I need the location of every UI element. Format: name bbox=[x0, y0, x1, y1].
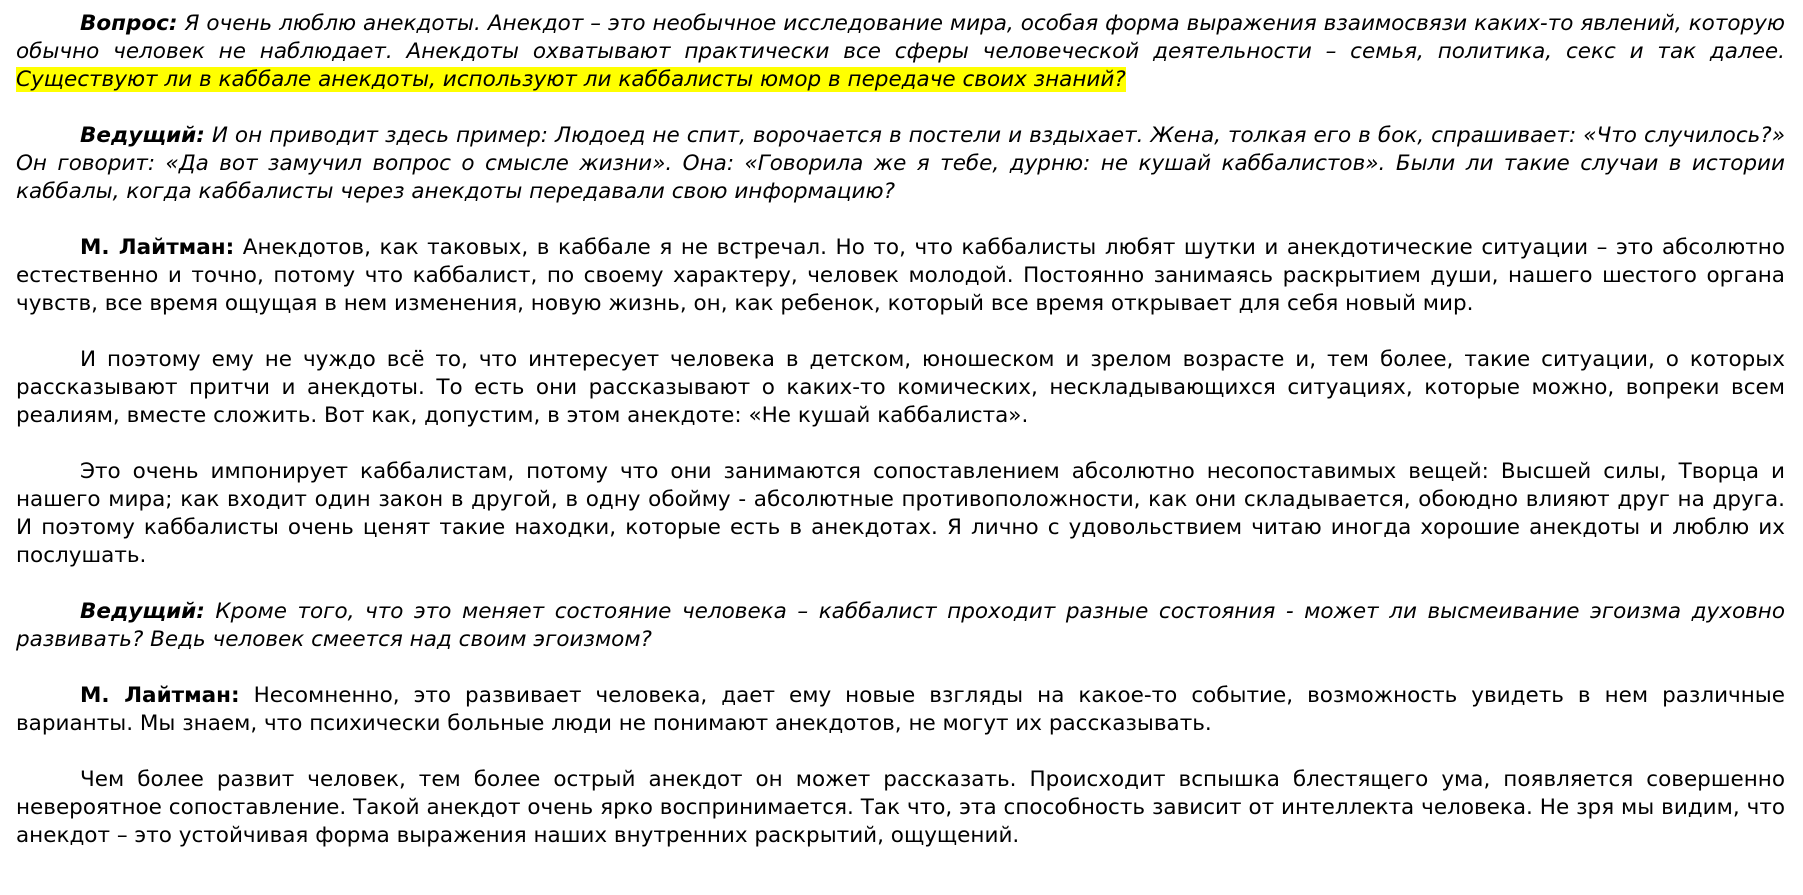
paragraph-laitman-1 bbox=[16, 234, 1785, 318]
paragraph-text: И он приводит здесь пример: Людоед не спит, ворочается в постели и вздыхает. Жена, толкая его в бок, спрашивает: «Что случилось?» Он говорит: «Да вот замучил вопрос о смысле жизни». Она: «Говорила же я тебе, дурню: не кушай каббалистов». Были ли такие случаи в истории каббалы, когда каббалисты через анекдоты передавали свою информацию? bbox=[16, 123, 1785, 204]
speaker-label: Вопрос: bbox=[80, 11, 178, 36]
paragraph-question bbox=[16, 10, 1785, 94]
paragraph-laitman-4 bbox=[16, 682, 1785, 738]
paragraph-text: Несомненно, это развивает человека, дает ему новые взгляды на какое-то событие, возможность увидеть в нем различные варианты. Мы знаем, что психически больные люди не понимают анекдотов, не могут их рассказывать. bbox=[16, 683, 1786, 736]
paragraph-text: Чем более развит человек, тем более острый анекдот он может рассказать. Происходит вспышка блестящего ума, появляется совершенно невероятное сопоставление. Такой анекдот очень ярко воспринимается. Так что, эта способность зависит от интеллекта человека. Не зря мы видим, что анекдот – это устойчивая форма выражения наших внутренних раскрытий, ощущений. bbox=[16, 767, 1785, 848]
highlighted-text: Существуют ли в каббале анекдоты, используют ли каббалисты юмор в передаче своих знаний? bbox=[16, 67, 1126, 92]
paragraph-host-1 bbox=[16, 122, 1785, 206]
paragraph-text: Анекдотов, как таковых, в каббале я не встречал. Но то, что каббалисты любят шутки и анекдотические ситуации – это абсолютно естественно и точно, потому что каббалист, по своему характеру, человек молодой. Постоянно занимаясь раскрытием души, нашего шестого органа чувств, все время ощущая в нем изменения, новую жизнь, он, как ребенок, который все время открывает для себя новый мир. bbox=[16, 235, 1785, 316]
speaker-label: М. Лайтман: bbox=[80, 235, 235, 260]
paragraph-laitman-2 bbox=[16, 346, 1785, 430]
speaker-label: М. Лайтман: bbox=[80, 683, 240, 708]
paragraph-text: Я очень люблю анекдоты. Анекдот – это необычное исследование мира, особая форма выражения взаимосвязи каких-то явлений, которую обычно человек не наблюдает. Анекдоты охватывают практически все сферы человеческой деятельности – семья, политика, секс и так далее. bbox=[16, 11, 1785, 64]
paragraph-host-2 bbox=[16, 598, 1785, 654]
speaker-label: Ведущий: bbox=[80, 123, 205, 148]
paragraph-text: Кроме того, что это меняет состояние человека – каббалист проходит разные состояния - может ли высмеивание эгоизма духовно развивать? Ведь человек смеется над своим эгоизмом? bbox=[16, 599, 1785, 652]
paragraph-text: И поэтому ему не чуждо всё то, что интересует человека в детском, юношеском и зрелом возрасте и, тем более, такие ситуации, о которых рассказывают притчи и анекдоты. То есть они рассказывают о каких-то комических, нескладывающихся ситуациях, которые можно, вопреки всем реалиям, вместе сложить. Вот как, допустим, в этом анекдоте: «Не кушай каббалиста». bbox=[16, 347, 1785, 428]
paragraph-laitman-5 bbox=[16, 766, 1785, 850]
paragraph-text: Это очень импонирует каббалистам, потому что они занимаются сопоставлением абсолютно несопоставимых вещей: Высшей силы, Творца и нашего мира; как входит один закон в другой, в одну обойму - абсолютные противоположности, как они складывается, обоюдно влияют друг на друга. И поэтому каббалисты очень ценят такие находки, которые есть в анекдотах. Я лично с удовольствием читаю иногда хорошие анекдоты и люблю их послушать. bbox=[16, 459, 1785, 568]
speaker-label: Ведущий: bbox=[80, 599, 205, 624]
paragraph-laitman-3 bbox=[16, 458, 1785, 570]
